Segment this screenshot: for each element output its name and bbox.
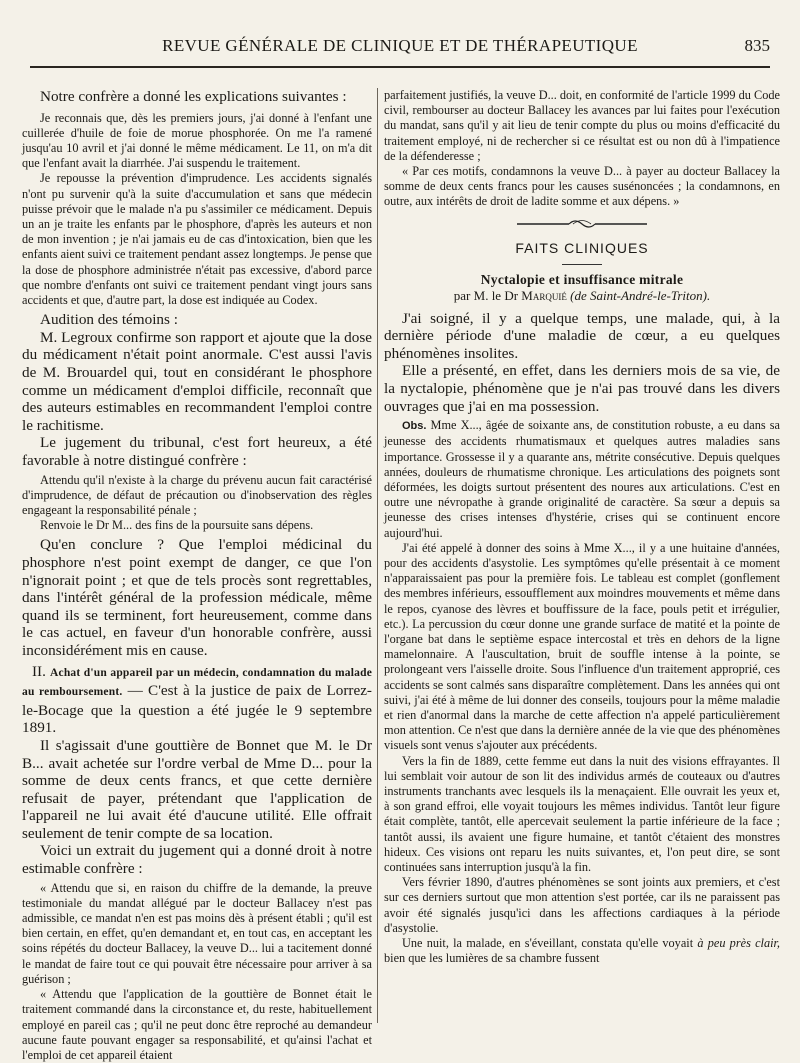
body-paragraph: J'ai soigné, il y a quelque temps, une malade, qui, à la dernière période d'une maladie de cœur, a eu quelques phénomènes insolites. [384,309,780,362]
body-paragraph: Qu'en conclure ? Que l'emploi médicinal du phosphore n'est point exempt de danger, ce que l'on n'ignorait point ; et que de tels procès sont regrettables, dans l'intérêt général de la profession médicale, même quand ils se terminent, fort heureusement, comme dans le cas actuel, en faveur d'un honorable confrère, aussi inconsidérément mis en cause. [22,536,372,659]
quote-paragraph: parfaitement justifiés, la veuve D... doit, en conformité de l'article 1999 du Code civil, rembourser au docteur Ballacey les avances par lui faites pour l'exécution du mandat, sans qu'il y ait lieu de tenir compte du plus ou moins d'efficacité du traitement employé, ni de rechercher si ce résultat est ou non dû à l'impatience de la défenderesse ; [384,88,780,163]
author-prefix: par M. le Dr [453,287,519,303]
ornament-rule [517,218,647,230]
header-rule [30,66,770,68]
left-column [22,88,373,1062]
quote-paragraph: « Attendu que si, en raison du chiffre de la demande, la preuve testimoniale du mandat allégué par le docteur Ballacey n'est pas admissible, ce mandat n'en est pas moins dès à présent établi ; qu'il est bien certain, en effet, qu'en demandant et, en tout cas, en acceptant les soins répétés du docteur Ballacey, la veuve D... lui a tacitement donné le mandat de faire tout ce qui pouvait être nécessaire pour arriver à sa guérison ; [22,880,372,986]
body-paragraph: Elle a présenté, en effet, dans les derniers mois de sa vie, de la nyctalopie, phénomène que je n'ai pas trouvé dans les divers ouvrages que j'ai en ma possession. [384,362,780,415]
text-run-italic: à peu près clair, [697,936,781,951]
article-title: Nyctalopie et insuffisance mitrale [480,271,684,287]
quote-paragraph: Renvoie le Dr M... des fins de la poursuite sans dépens. [40,518,314,533]
page-header [30,28,770,64]
body-paragraph: Il s'agissait d'une gouttière de Bonnet que M. le Dr B... avait achetée sur l'ordre verbal de Mme D... pour la somme de deux cents francs, et que cette dernière refusait de payer, prétendant que l'application de l'appareil ne lui avait été d'aucune utilité. Elle offrait seulement de tenir compte de sa location. [22,736,372,842]
short-rule [562,264,602,265]
article-author [384,288,780,304]
body-paragraph: Le jugement du tribunal, c'est fort heureux, a été favorable à notre distingué confrère : [22,434,372,469]
running-title: REVUE GÉNÉRALE DE CLINIQUE ET DE THÉRAPEUTIQUE [162,36,638,55]
body-paragraph: Voici un extrait du jugement qui a donné droit à notre estimable confrère : [22,842,372,878]
quote-paragraph: Je repousse la prévention d'imprudence. Les accidents signalés n'ont pu survenir qu'à la suite d'accumulation et sans que médecin puisse prévoir que le malade n'a pu s'assimiler ce médicament. Depuis un an je traite les enfants par le phosphore, d'après les auteurs et non de mon invention ; je n'ai jamais eu de cas d'intoxication, bien que les enfants aient suivi ce traitement pendant assez longtemps. Je pense que la dose de phosphore administrée n'était pas excessive, d'abord parce que nombre d'enfants ont suivi ce traitement pendant vingt jours sans accidents et que, d'autre part, la dose est indiquée au Codex. [22,171,373,308]
witnesses-heading: Audition des témoins : [40,311,178,329]
right-column [384,88,780,1023]
quote-paragraph: « Par ces motifs, condamnons la veuve D... à payer au docteur Ballacey la somme de deux cents francs pour les causes susénoncées ; la condamnons, en outre, aux intérêts de droit de ladite somme et aux dépens. » [384,164,780,209]
page-number: 835 [744,36,770,55]
body-paragraph: J'ai été appelé à donner des soins à Mme X..., il y a une huitaine d'années, pour des accidents d'asystolie. Les symptômes qu'elle présentait à ce moment n'apparaissaient pas pour la première fois. Le tableau est complet (gonflement des membres inférieurs, essoufflement aux moindres mouvements et même dans le repos, cyanose des lèvres et bouffissure de la face, pouls petit et irrégulier, etc.). La percussion du cœur donne une grande surface de matité et la pointe de l'organe bat dans le septième espace intercostal et très en dehors de la ligne mamelonnaire. A l'auscultation, bruit de souffle intense à la pointe, se prolongeant vers l'aisselle droite. Sous l'influence d'un traitement approprié, ces accidents se sont calmés sans disparaître complètement. Dans les années qui ont suivi, j'ai été à même de lui donner des conseils, toujours pour la même maladie et rien d'anormal dans la marche de cette affection n'a appelé particulièrement mon attention. Ce n'est que dans la dernière année de la vie que des phénomènes visuels sont venus s'ajouter aux précédents. [384,540,780,753]
quote-paragraph: Attendu qu'il n'existe à la charge du prévenu aucun fait caractérisé d'imprudence, de défaut de précaution ou d'inobservation des règles engageant la responsabilité pénale ; [22,472,372,517]
body-paragraph: M. Legroux confirme son rapport et ajoute que la dose du médicament n'était point anormale. C'est aussi l'avis de M. Brouardel qui, tout en considérant le phosphore comme un médicament d'emploi difficile, reconnaît que des auteurs estimables en recommandent l'emploi contre le rachitisme. [22,328,372,434]
section-text: — C'est à la justice de paix de Lorrez-le-Bocage que la question a été jugée le 9 septembre 1891. [22,682,372,737]
obs-label: Obs. [402,420,427,433]
column-divider [377,88,378,1023]
observation-paragraph [384,418,780,541]
body-paragraph: Vers février 1890, d'autres phénomènes se sont joints aux premiers, et c'est sur ces derniers surtout que mon attention s'est portée, car ils ne paraissent pas avoir été signalés jusqu'ici dans les affections cardiaques à la période d'asystolie. [384,875,780,935]
section-title: Achat d'un appareil par un médecin, condamnation du malade au remboursement. [22,666,372,699]
section-number: II. [32,662,46,680]
section-heading [22,663,372,737]
text-run: bien que les lumières de sa chambre fussent [384,951,600,966]
quote-paragraph: Je reconnais que, dès les premiers jours, j'ai donné à l'enfant une cuillerée d'huile de foie de morue phosphorée. On me l'a ramené jusqu'au 10 avril et j'ai donné le même médicament. Le 11, on m'a dit que l'enfant avait la diarrhée. J'ai suspendu le traitement. [22,110,372,171]
author-place: (de Saint-André-le-Triton). [570,287,711,303]
obs-text: Mme X..., âgée de soixante ans, de constitution robuste, a eu dans sa jeunesse des accidents rhumatismaux et quelques autres maladies sans importance. Grossesse il y a quarante ans, métrite consécutive. Depuis quelques années, douleurs de rhumatisme chronique. Les articulations des poignets sont déformées, les doigts surtout présentent des noures aux articulations. C'est en outre une névropathe à grande originalité de caractère. Sa sœur a depuis sa jeunesse des crises intenses d'hystérie, crises qui se continuent encore aujourd'hui. [384,418,781,540]
intro-paragraph: Notre confrère a donné les explications suivantes : [40,88,347,105]
quote-paragraph: « Attendu que l'application de la gouttière de Bonnet était le traitement commandé dans la circonstance et, du reste, habituellement employé en pareil cas ; qu'il ne peut donc être reproché au demandeur aucune faute pouvant engager sa responsabilité, et qu'ainsi l'achat et l'emploi de cet appareil étaient [22,987,372,1062]
body-paragraph [384,936,780,966]
section-title: FAITS CLINIQUES [515,239,649,256]
author-name: Marquié [521,287,567,303]
body-paragraph: Vers la fin de 1889, cette femme eut dans la nuit des visions effrayantes. Il lui semblait voir autour de son lit des individus armés de couteaux ou d'autres instruments tranchants avec lesquels ils la menaçaient. Elle ouvrait les yeux et, à son grand effroi, elle voyait toujours les mêmes individus. Tantôt leur figure était complète, tantôt, elle apercevait seulement la partie inférieure de la face ; tantôt aussi, ils avaient une figure humaine, et tantôt c'étaient des monstres hideux. Ces visions ont reparu les nuits suivantes, et, l'on peut dire, se sont continuées sans interruption jusqu'à la fin. [384,753,780,875]
text-run: Une nuit, la malade, en s'éveillant, constata qu'elle voyait [402,936,694,951]
